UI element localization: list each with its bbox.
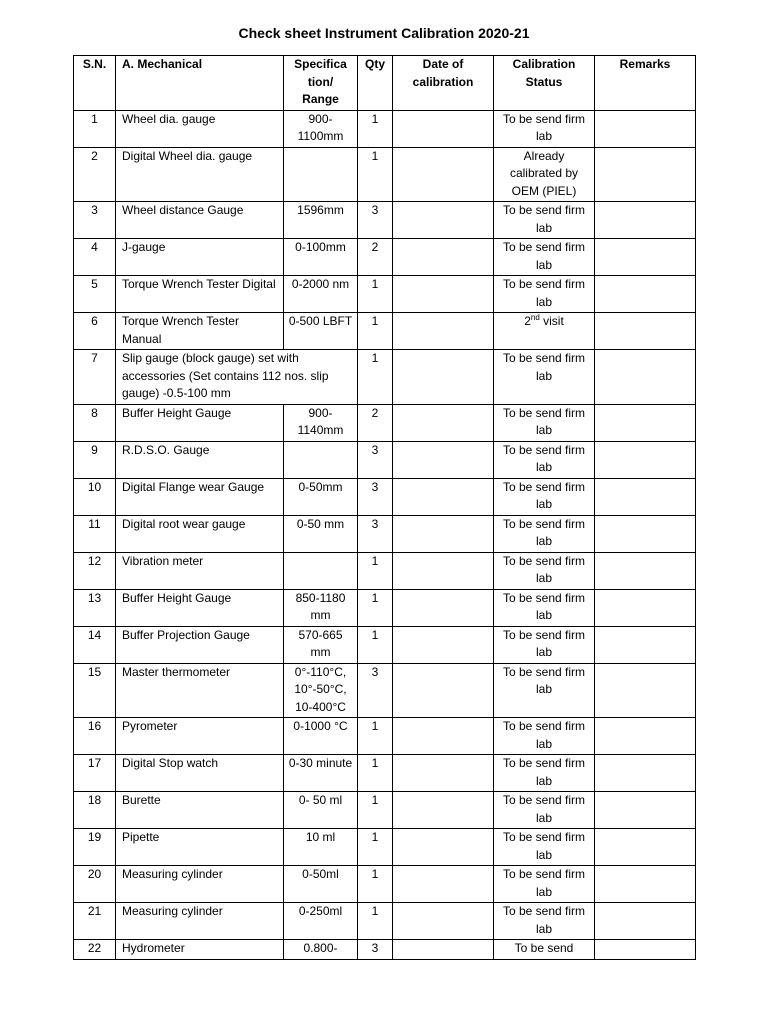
cell-qty: 3 [358, 202, 393, 239]
cell-spec: 570-665 mm [284, 626, 358, 663]
cell-sn: 2 [74, 147, 116, 202]
cell-item: Digital Stop watch [116, 755, 284, 792]
cell-date [393, 866, 494, 903]
table-row [74, 755, 696, 792]
cell-remarks [595, 441, 696, 478]
cell-item: Torque Wrench Tester Manual [116, 313, 284, 350]
cell-status: To be send firm lab [494, 792, 595, 829]
cell-sn: 21 [74, 903, 116, 940]
cell-date [393, 792, 494, 829]
cell-status: To be send firm lab [494, 441, 595, 478]
cell-date [393, 755, 494, 792]
cell-date [393, 829, 494, 866]
cell-spec [284, 147, 358, 202]
table-row [74, 940, 696, 960]
cell-qty: 3 [358, 515, 393, 552]
cell-status: Already calibrated by OEM (PIEL) [494, 147, 595, 202]
cell-item: Measuring cylinder [116, 866, 284, 903]
cell-sn: 14 [74, 626, 116, 663]
cell-spec: 900-1100mm [284, 110, 358, 147]
cell-sn: 4 [74, 239, 116, 276]
cell-status: To be send firm lab [494, 829, 595, 866]
cell-date [393, 110, 494, 147]
cell-spec: 1596mm [284, 202, 358, 239]
cell-date [393, 515, 494, 552]
header-sn: S.N. [74, 56, 116, 111]
cell-date [393, 940, 494, 960]
cell-spec: 850-1180 mm [284, 589, 358, 626]
cell-qty: 1 [358, 589, 393, 626]
table-row [74, 515, 696, 552]
cell-spec: 0-50mm [284, 478, 358, 515]
cell-date [393, 441, 494, 478]
table-row [74, 663, 696, 718]
cell-status: To be send firm lab [494, 866, 595, 903]
table-row [74, 110, 696, 147]
cell-spec: 0- 50 ml [284, 792, 358, 829]
cell-item: Pyrometer [116, 718, 284, 755]
table-row [74, 478, 696, 515]
cell-status: To be send firm lab [494, 663, 595, 718]
cell-status: To be send firm lab [494, 110, 595, 147]
cell-status: To be send firm lab [494, 589, 595, 626]
cell-status: To be send firm lab [494, 903, 595, 940]
cell-date [393, 478, 494, 515]
cell-spec: 0-30 minute [284, 755, 358, 792]
table-row [74, 202, 696, 239]
cell-qty: 1 [358, 755, 393, 792]
table-row [74, 866, 696, 903]
cell-item: Vibration meter [116, 552, 284, 589]
cell-qty: 1 [358, 552, 393, 589]
cell-sn: 18 [74, 792, 116, 829]
cell-item: Wheel distance Gauge [116, 202, 284, 239]
cell-status: To be send firm lab [494, 552, 595, 589]
cell-remarks [595, 903, 696, 940]
cell-status: To be send firm lab [494, 202, 595, 239]
cell-qty: 1 [358, 866, 393, 903]
cell-sn: 8 [74, 404, 116, 441]
cell-spec: 0-50ml [284, 866, 358, 903]
cell-sn: 9 [74, 441, 116, 478]
cell-qty: 1 [358, 313, 393, 350]
cell-remarks [595, 110, 696, 147]
cell-item: Slip gauge (block gauge) set with accessories (Set contains 112 nos. slip gauge) -0.5-100 mm [116, 350, 358, 405]
cell-qty: 3 [358, 478, 393, 515]
cell-spec: 0-2000 nm [284, 276, 358, 313]
table-row [74, 792, 696, 829]
cell-qty: 1 [358, 626, 393, 663]
cell-spec: 0-500 LBFT [284, 313, 358, 350]
cell-qty: 1 [358, 276, 393, 313]
cell-sn: 20 [74, 866, 116, 903]
cell-date [393, 239, 494, 276]
table-row [74, 404, 696, 441]
cell-item: Pipette [116, 829, 284, 866]
page-title: Check sheet Instrument Calibration 2020-21 [238, 25, 530, 41]
cell-qty: 1 [358, 110, 393, 147]
cell-remarks [595, 829, 696, 866]
cell-date [393, 903, 494, 940]
cell-qty: 1 [358, 903, 393, 940]
cell-item: Burette [116, 792, 284, 829]
cell-item: Buffer Height Gauge [116, 589, 284, 626]
table-row [74, 276, 696, 313]
table-row [74, 313, 696, 350]
cell-sn: 7 [74, 350, 116, 405]
cell-item: Torque Wrench Tester Digital [116, 276, 284, 313]
cell-qty: 1 [358, 829, 393, 866]
calibration-table [73, 55, 696, 960]
cell-status: To be send firm lab [494, 755, 595, 792]
cell-qty: 2 [358, 404, 393, 441]
cell-remarks [595, 276, 696, 313]
header-date: Date of calibration [393, 56, 494, 111]
cell-date [393, 663, 494, 718]
cell-sn: 1 [74, 110, 116, 147]
cell-remarks [595, 313, 696, 350]
table-row [74, 441, 696, 478]
cell-remarks [595, 350, 696, 405]
cell-sn: 13 [74, 589, 116, 626]
cell-date [393, 404, 494, 441]
header-item: A. Mechanical [116, 56, 284, 111]
cell-item: Digital Wheel dia. gauge [116, 147, 284, 202]
cell-spec: 0°-110°C, 10°-50°C, 10-400°C [284, 663, 358, 718]
cell-remarks [595, 755, 696, 792]
cell-spec: 0-100mm [284, 239, 358, 276]
cell-item: Buffer Projection Gauge [116, 626, 284, 663]
cell-status: To be send firm lab [494, 515, 595, 552]
cell-sn: 16 [74, 718, 116, 755]
cell-date [393, 276, 494, 313]
cell-status: 2nd visit [494, 313, 595, 350]
cell-sn: 10 [74, 478, 116, 515]
table-row [74, 552, 696, 589]
cell-remarks [595, 147, 696, 202]
cell-status: To be send firm lab [494, 350, 595, 405]
cell-spec [284, 441, 358, 478]
cell-sn: 15 [74, 663, 116, 718]
cell-item: Digital Flange wear Gauge [116, 478, 284, 515]
cell-qty: 1 [358, 718, 393, 755]
cell-spec: 0-1000 °C [284, 718, 358, 755]
header-qty: Qty [358, 56, 393, 111]
cell-date [393, 350, 494, 405]
cell-date [393, 147, 494, 202]
cell-qty: 1 [358, 350, 393, 405]
cell-remarks [595, 202, 696, 239]
cell-sn: 6 [74, 313, 116, 350]
cell-remarks [595, 515, 696, 552]
cell-item: Buffer Height Gauge [116, 404, 284, 441]
table-row [74, 147, 696, 202]
cell-spec: 900-1140mm [284, 404, 358, 441]
cell-remarks [595, 478, 696, 515]
cell-sn: 5 [74, 276, 116, 313]
table-header-row [74, 56, 696, 111]
header-status: Calibration Status [494, 56, 595, 111]
cell-status: To be send firm lab [494, 478, 595, 515]
cell-sn: 17 [74, 755, 116, 792]
cell-remarks [595, 589, 696, 626]
cell-remarks [595, 239, 696, 276]
table-row [74, 626, 696, 663]
table-body [74, 110, 696, 959]
cell-spec: 0.800- [284, 940, 358, 960]
cell-item: Measuring cylinder [116, 903, 284, 940]
cell-qty: 1 [358, 147, 393, 202]
cell-qty: 2 [358, 239, 393, 276]
cell-status: To be send firm lab [494, 626, 595, 663]
cell-status: To be send firm lab [494, 276, 595, 313]
cell-date [393, 202, 494, 239]
cell-remarks [595, 866, 696, 903]
cell-item: Hydrometer [116, 940, 284, 960]
table-row [74, 350, 696, 405]
cell-qty: 3 [358, 441, 393, 478]
table-row [74, 718, 696, 755]
cell-spec: 0-250ml [284, 903, 358, 940]
cell-remarks [595, 626, 696, 663]
cell-status: To be send firm lab [494, 239, 595, 276]
cell-remarks [595, 718, 696, 755]
table-row [74, 903, 696, 940]
cell-item: Wheel dia. gauge [116, 110, 284, 147]
cell-qty: 3 [358, 940, 393, 960]
table-row [74, 239, 696, 276]
cell-status: To be send firm lab [494, 404, 595, 441]
header-remarks: Remarks [595, 56, 696, 111]
cell-date [393, 718, 494, 755]
cell-spec [284, 552, 358, 589]
cell-date [393, 313, 494, 350]
cell-qty: 3 [358, 663, 393, 718]
cell-sn: 3 [74, 202, 116, 239]
cell-remarks [595, 940, 696, 960]
cell-qty: 1 [358, 792, 393, 829]
cell-sn: 19 [74, 829, 116, 866]
table-row [74, 829, 696, 866]
cell-status: To be send firm lab [494, 718, 595, 755]
cell-sn: 12 [74, 552, 116, 589]
header-spec: Specifica tion/ Range [284, 56, 358, 111]
cell-sn: 22 [74, 940, 116, 960]
cell-remarks [595, 404, 696, 441]
cell-date [393, 552, 494, 589]
cell-item: Master thermometer [116, 663, 284, 718]
cell-date [393, 589, 494, 626]
cell-remarks [595, 792, 696, 829]
table-row [74, 589, 696, 626]
cell-status: To be send [494, 940, 595, 960]
cell-spec: 10 ml [284, 829, 358, 866]
cell-item: Digital root wear gauge [116, 515, 284, 552]
cell-remarks [595, 663, 696, 718]
cell-date [393, 626, 494, 663]
cell-remarks [595, 552, 696, 589]
cell-item: J-gauge [116, 239, 284, 276]
cell-item: R.D.S.O. Gauge [116, 441, 284, 478]
cell-sn: 11 [74, 515, 116, 552]
cell-spec: 0-50 mm [284, 515, 358, 552]
